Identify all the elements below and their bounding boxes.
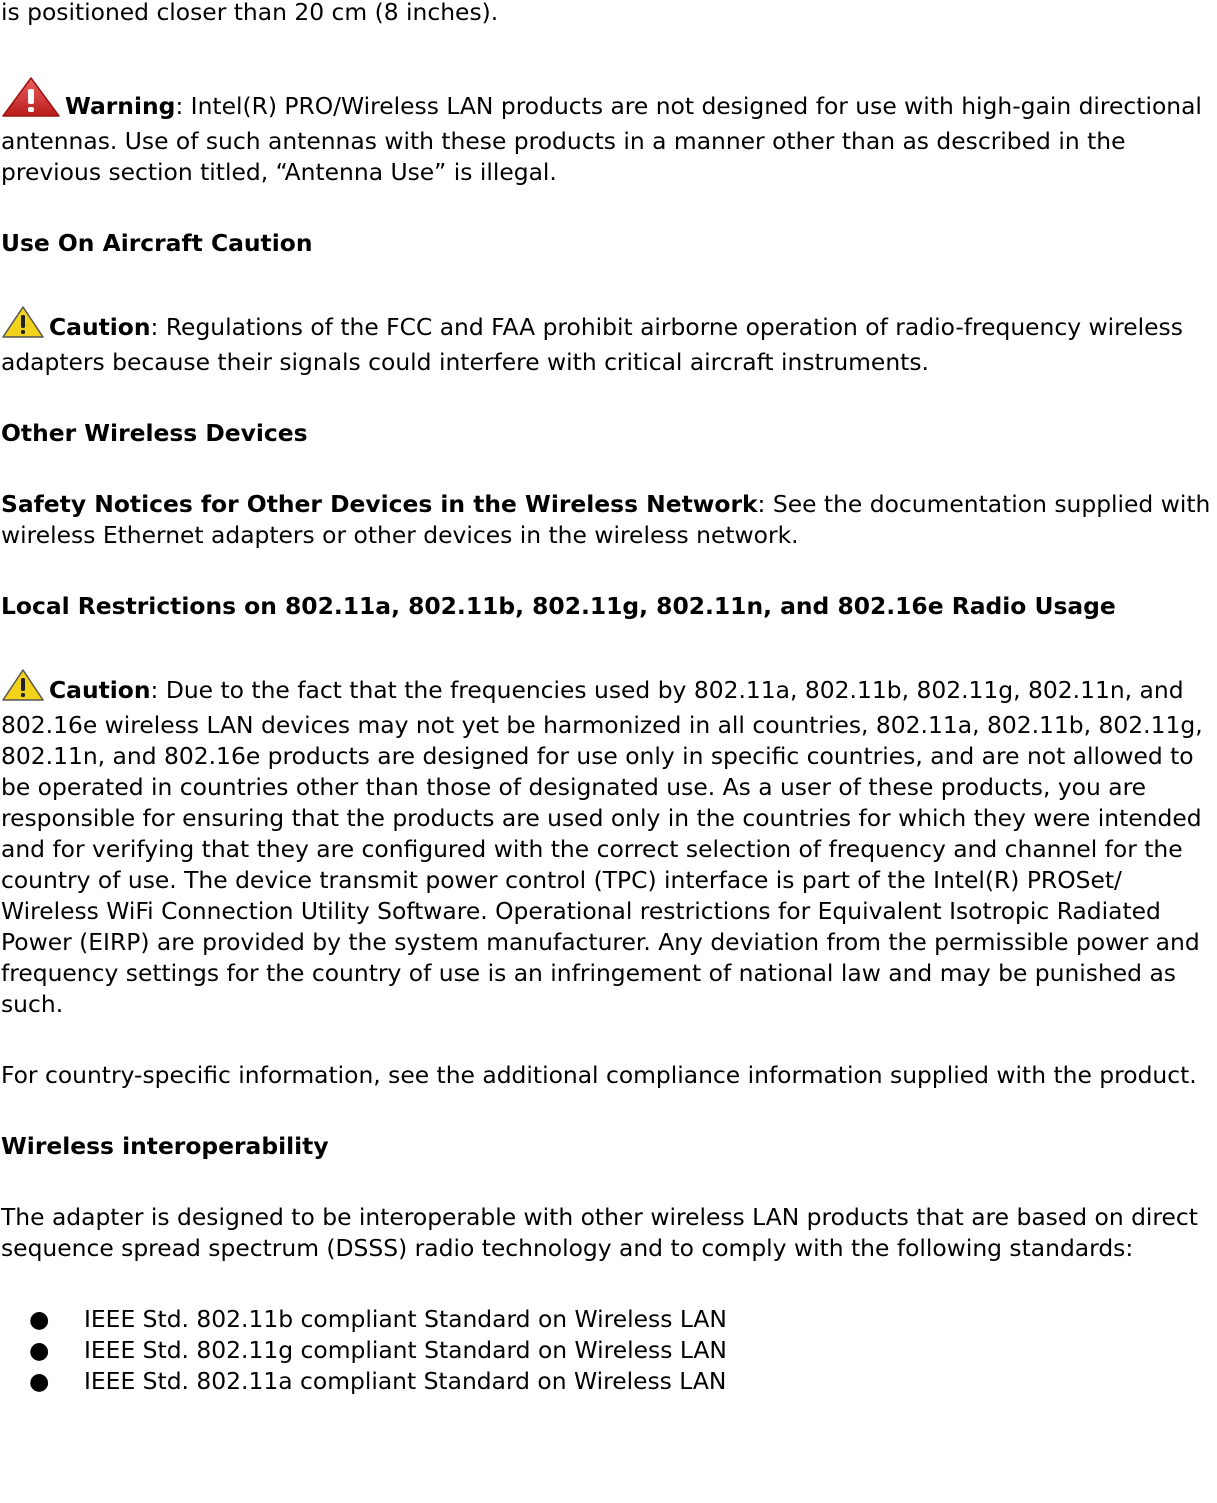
local-caution-label: Caution [49, 676, 151, 704]
standards-list [1, 1304, 1217, 1397]
country-specific-paragraph: For country-specific information, see the additional compliance information supplied with the product. [1, 1061, 1197, 1089]
interop-heading: Wireless interoperability [1, 1132, 329, 1160]
list-item [29, 1335, 1217, 1366]
aircraft-caution-text: : Regulations of the FCC and FAA prohibit airborne operation of radio-frequency wireless adapters because their signals could interfere with critical aircraft instruments. [1, 313, 1183, 376]
bullet-icon: ● [29, 1367, 50, 1395]
intro-tail-paragraph: is positioned closer than 20 cm (8 inches). [1, 0, 499, 26]
bullet-icon: ● [29, 1305, 50, 1333]
aircraft-caution-label: Caution [49, 313, 151, 341]
list-item-text: IEEE Std. 802.11a compliant Standard on Wireless LAN [84, 1367, 727, 1395]
list-item [29, 1304, 1217, 1335]
safety-notices-label: Safety Notices for Other Devices in the Wireless Network [1, 490, 758, 518]
document-page [1, 0, 1217, 1397]
safety-notices-paragraph [1, 489, 1217, 551]
safety-notices-text: : See the documentation supplied with wireless Ethernet adapters or other devices in the wireless network. [1, 490, 1211, 549]
aircraft-heading: Use On Aircraft Caution [1, 229, 313, 257]
caution-triangle-icon [1, 668, 45, 710]
list-item-text: IEEE Std. 802.11b compliant Standard on Wireless LAN [84, 1305, 727, 1333]
interop-paragraph: The adapter is designed to be interoperable with other wireless LAN products that are based on direct sequence spread spectrum (DSSS) radio technology and to comply with the following standards: [1, 1203, 1198, 1262]
warning-text: : Intel(R) PRO/Wireless LAN products are not designed for use with high-gain directional antennas. Use of such antennas with these products in a manner other than as described in the previous section titled, “Antenna Use” is illegal. [1, 92, 1202, 186]
aircraft-caution-paragraph [1, 305, 1217, 378]
caution-triangle-icon [1, 305, 45, 347]
local-caution-paragraph [1, 668, 1217, 1020]
bullet-icon: ● [29, 1336, 50, 1364]
warning-triangle-icon [1, 76, 61, 126]
warning-label: Warning [65, 92, 176, 120]
list-item-text: IEEE Std. 802.11g compliant Standard on Wireless LAN [84, 1336, 727, 1364]
local-caution-text: : Due to the fact that the frequencies used by 802.11a, 802.11b, 802.11g, 802.11n, and 802.16e wireless LAN devices may not yet be harmonized in all countries, 802.11a, 802.11b, 802.11g, 802.11n, and 802.16e products are designed for use only in specific countries, and are not allowed to be operated in countries other than those of designated use. As a user of these products, you are responsible for ensuring that the products are used only in the countries for which they were intended and for verifying that they are configured with the correct selection of frequency and channel for the country of use. The device transmit power control (TPC) interface is part of the Intel(R) PROSet/ Wireless WiFi Connection Utility Software. Operational restrictions for Equivalent Isotropic Radiated Power (EIRP) are provided by the system manufacturer. Any deviation from the permissible power and frequency settings for the country of use is an infringement of national law and may be punished as such. [1, 676, 1203, 1018]
other-devices-heading: Other Wireless Devices [1, 419, 308, 447]
list-item [29, 1366, 1217, 1397]
warning-paragraph [1, 76, 1217, 188]
local-restrictions-heading: Local Restrictions on 802.11a, 802.11b, 802.11g, 802.11n, and 802.16e Radio Usage [1, 592, 1116, 620]
